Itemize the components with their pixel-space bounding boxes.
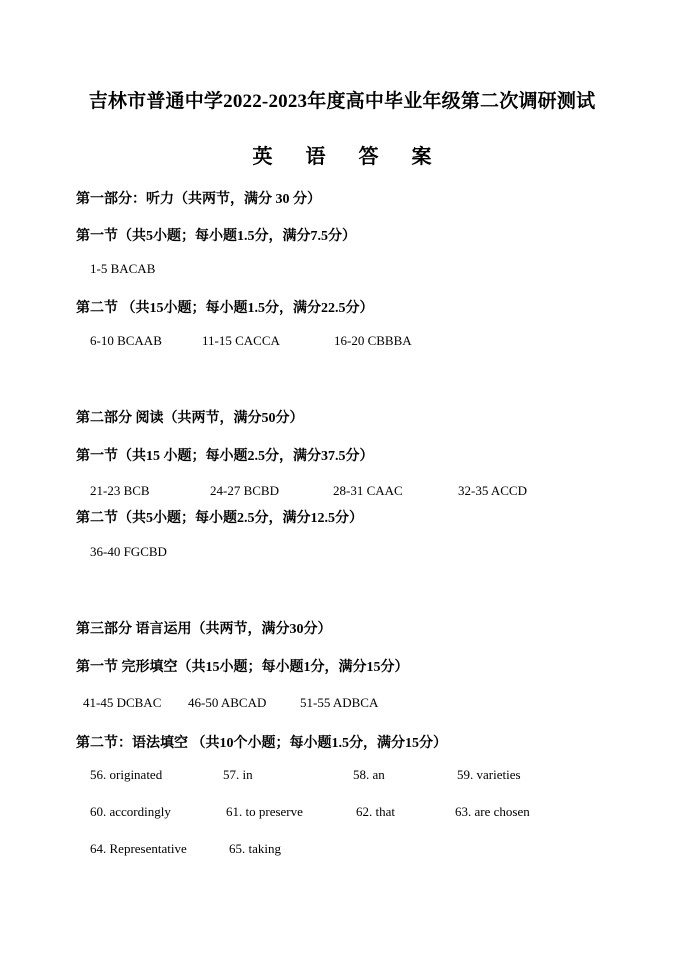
page-subtitle: 英 语 答 案	[252, 146, 446, 168]
answer-61: 61. to preserve	[226, 804, 303, 819]
answer-58: 58. an	[353, 767, 385, 782]
part3-section2-heading: 第二节：语法填空 （共10个小题；每小题1.5分，满分15分）	[76, 736, 447, 751]
part3-heading: 第三部分 语言运用（共两节，满分30分）	[76, 622, 332, 637]
answer-51-55: 51-55 ADBCA	[300, 695, 379, 710]
answer-62: 62. that	[356, 804, 395, 819]
answer-11-15: 11-15 CACCA	[202, 333, 280, 348]
part2-heading: 第二部分 阅读（共两节，满分50分）	[76, 411, 304, 426]
part1-section2-heading: 第二节 （共15小题；每小题1.5分，满分22.5分）	[76, 301, 374, 316]
part1-section1-heading: 第一节（共5小题；每小题1.5分，满分7.5分）	[76, 229, 356, 244]
answer-59: 59. varieties	[457, 767, 521, 782]
answer-46-50: 46-50 ABCAD	[188, 695, 267, 710]
part1-heading: 第一部分：听力（共两节，满分 30 分）	[76, 192, 321, 207]
answer-64: 64. Representative	[90, 841, 187, 856]
part2-section1-heading: 第一节（共15 小题；每小题2.5分，满分37.5分）	[76, 449, 374, 464]
answer-36-40: 36-40 FGCBD	[90, 544, 167, 559]
answer-1-5: 1-5 BACAB	[90, 261, 156, 276]
answer-28-31: 28-31 CAAC	[333, 483, 403, 498]
answer-21-23: 21-23 BCB	[90, 483, 150, 498]
answer-16-20: 16-20 CBBBA	[334, 333, 412, 348]
answer-63: 63. are chosen	[455, 804, 530, 819]
answer-24-27: 24-27 BCBD	[210, 483, 279, 498]
part3-section1-heading: 第一节 完形填空（共15小题；每小题1分，满分15分）	[76, 660, 409, 675]
answer-57: 57. in	[223, 767, 253, 782]
answer-6-10: 6-10 BCAAB	[90, 333, 162, 348]
page-title: 吉林市普通中学2022-2023年度高中毕业年级第二次调研测试	[88, 91, 596, 112]
answer-56: 56. originated	[90, 767, 163, 782]
answer-41-45: 41-45 DCBAC	[83, 695, 162, 710]
part2-section2-heading: 第二节（共5小题；每小题2.5分，满分12.5分）	[76, 511, 363, 526]
answer-65: 65. taking	[229, 841, 281, 856]
answer-60: 60. accordingly	[90, 804, 171, 819]
answer-32-35: 32-35 ACCD	[458, 483, 527, 498]
